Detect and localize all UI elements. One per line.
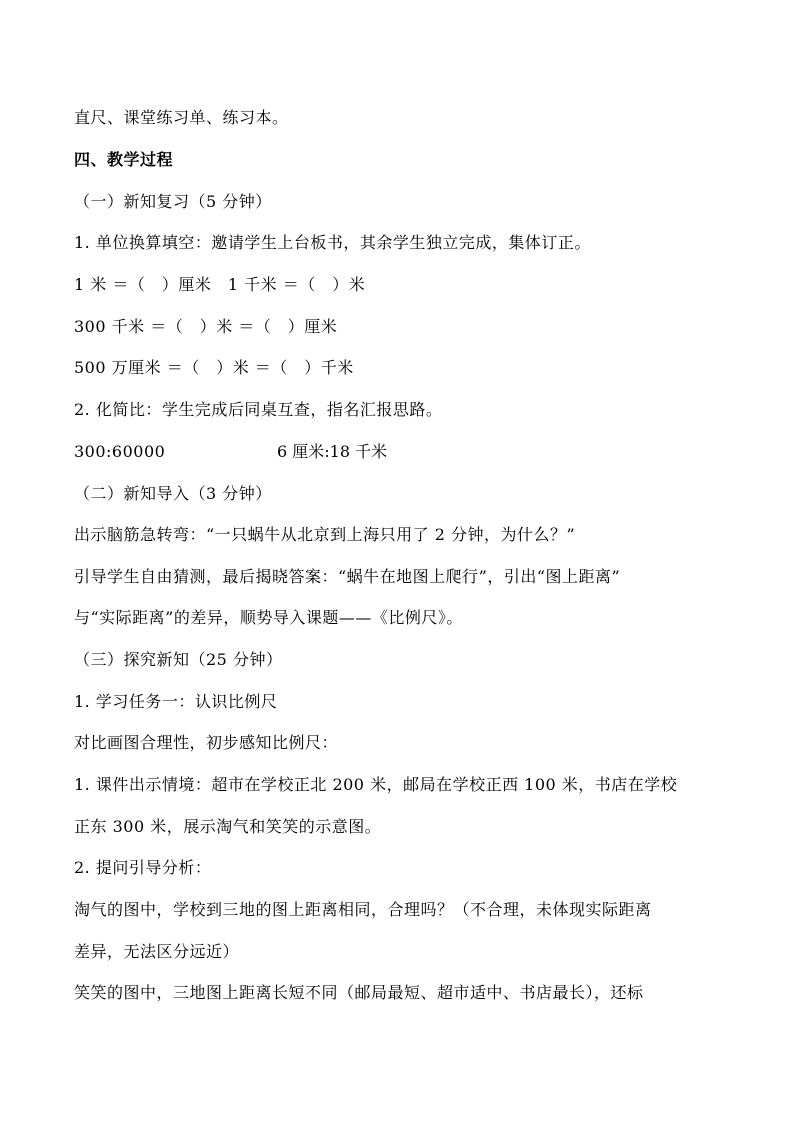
question-guide-heading: 2. 提问引导分析：: [74, 858, 212, 877]
taoqi-analysis-line-1: 淘气的图中，学校到三地的图上距离相同，合理吗？（不合理，未体现实际距离: [74, 900, 652, 919]
ratio-exercise-left: 300:60000: [74, 442, 166, 461]
conversion-exercise-1: 1 米 ＝（ ）厘米 1 千米 ＝（ ）米: [74, 275, 366, 294]
learning-task-1: 1. 学习任务一：认识比例尺: [74, 692, 278, 711]
ratio-exercise-right: 6 厘米:18 千米: [277, 442, 388, 461]
subsection-heading-explore: （三）探究新知（25 分钟）: [74, 650, 283, 669]
conversion-exercise-3: 500 万厘米 ＝（ ）米 ＝（ ）千米: [74, 358, 354, 377]
simplify-ratio-task: 2. 化简比：学生完成后同桌互查，指名汇报思路。: [74, 400, 443, 419]
taoqi-analysis-line-2: 差异，无法区分远近）: [74, 942, 240, 961]
scenario-line-2: 正东 300 米，展示淘气和笑笑的示意图。: [74, 817, 382, 836]
section-heading: 四、教学过程: [74, 150, 174, 169]
guide-line-1: 引导学生自由猜测，最后揭晓答案：“蜗牛在地图上爬行”，引出“图上距离”: [74, 567, 621, 586]
riddle-line: 出示脑筋急转弯：“一只蜗牛从北京到上海只用了 2 分钟，为什么？”: [74, 525, 576, 544]
unit-conversion-task: 1. 单位换算填空：邀请学生上台板书，其余学生独立完成，集体订正。: [74, 233, 591, 252]
scenario-line-1: 1. 课件出示情境：超市在学校正北 200 米，邮局在学校正西 100 米，书店在学校: [74, 775, 678, 794]
xiaoxiao-analysis-line: 笑笑的图中，三地图上距离长短不同（邮局最短、超市适中、书店最长），还标: [74, 983, 644, 1002]
materials-line: 直尺、课堂练习单、练习本。: [74, 108, 289, 127]
guide-line-2: 与“实际距离”的差异，顺势导入课题——《比例尺》。: [74, 608, 463, 627]
compare-drawings-line: 对比画图合理性，初步感知比例尺：: [74, 733, 339, 752]
conversion-exercise-2: 300 千米 ＝（ ）米 ＝（ ）厘米: [74, 317, 338, 336]
subsection-heading-review: （一）新知复习（5 分钟）: [74, 192, 272, 211]
subsection-heading-intro: （二）新知导入（3 分钟）: [74, 484, 272, 503]
